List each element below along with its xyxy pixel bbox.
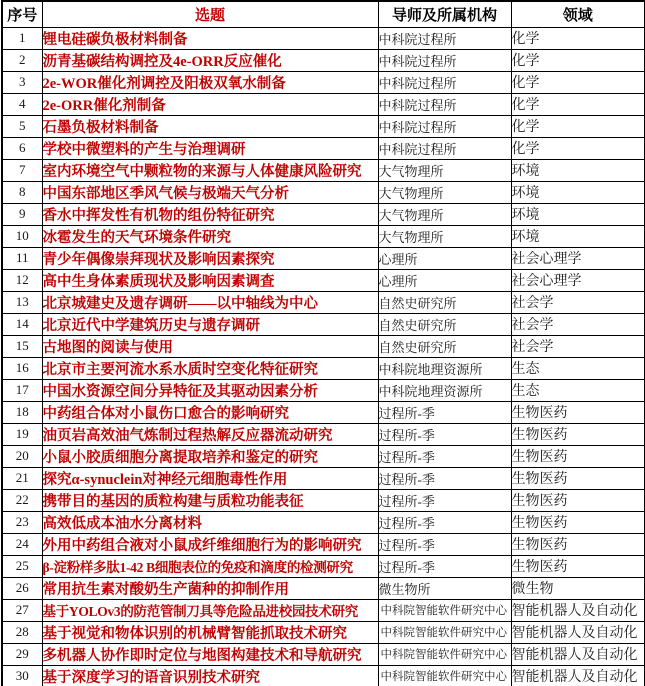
field-cell: 生物医药 [511,555,645,577]
topic-cell: 基于深度学习的语音识别技术研究 [42,665,378,686]
mentor-cell: 过程所-季 [378,401,511,423]
topic-cell: 沥青基碳结构调控及4e-ORR反应催化 [42,49,378,71]
mentor-cell: 中科院智能软件研究中心 [378,621,511,643]
field-cell: 化学 [511,115,645,137]
field-cell: 生物医药 [511,445,645,467]
field-cell: 环境 [511,225,645,247]
field-cell: 化学 [511,93,645,115]
row-index-cell: 3 [2,71,42,93]
row-index-cell: 8 [2,181,42,203]
table-row [2,643,645,665]
row-index-cell: 24 [2,533,42,555]
table-row [2,445,645,467]
mentor-cell: 自然史研究所 [378,335,511,357]
mentor-cell: 心理所 [378,269,511,291]
mentor-cell: 过程所-季 [378,511,511,533]
table-row [2,379,645,401]
field-cell: 生物医药 [511,533,645,555]
row-index-cell: 2 [2,49,42,71]
row-index-cell: 13 [2,291,42,313]
table-row [2,27,645,49]
field-cell: 化学 [511,71,645,93]
row-index-cell: 17 [2,379,42,401]
topic-cell: β-淀粉样多肽1-42 B细胞表位的免疫和滴度的检测研究 [42,555,378,577]
topic-cell: 常用抗生素对酸奶生产菌种的抑制作用 [42,577,378,599]
row-index-cell: 5 [2,115,42,137]
field-cell: 智能机器人及自动化 [511,621,645,643]
mentor-cell: 过程所-季 [378,489,511,511]
table-row [2,423,645,445]
row-index-cell: 1 [2,27,42,49]
table-row [2,599,645,621]
field-cell: 生态 [511,379,645,401]
mentor-cell: 中科院地理资源所 [378,357,511,379]
topic-cell: 高中生身体素质现状及影响因素调查 [42,269,378,291]
table-row [2,115,645,137]
mentor-cell: 自然史研究所 [378,313,511,335]
mentor-cell: 大气物理所 [378,225,511,247]
topic-cell: 青少年偶像崇拜现状及影响因素探究 [42,247,378,269]
mentor-cell: 大气物理所 [378,181,511,203]
field-cell: 生物医药 [511,401,645,423]
row-index-cell: 19 [2,423,42,445]
table-row [2,621,645,643]
topic-cell: 2e-ORR催化剂制备 [42,93,378,115]
field-cell: 社会学 [511,291,645,313]
topic-cell: 古地图的阅读与使用 [42,335,378,357]
mentor-cell: 中科院过程所 [378,27,511,49]
field-cell: 化学 [511,27,645,49]
col-header-index: 序号 [2,1,42,27]
topic-cell: 室内环境空气中颗粒物的来源与人体健康风险研究 [42,159,378,181]
table-row [2,159,645,181]
research-topics-table [1,0,645,686]
field-cell: 社会学 [511,313,645,335]
row-index-cell: 9 [2,203,42,225]
topic-cell: 基于视觉和物体识别的机械臂智能抓取技术研究 [42,621,378,643]
field-cell: 环境 [511,203,645,225]
topic-cell: 北京近代中学建筑历史与遗存调研 [42,313,378,335]
topic-cell: 学校中微塑料的产生与治理调研 [42,137,378,159]
topic-cell: 锂电硅碳负极材料制备 [42,27,378,49]
field-cell: 化学 [511,137,645,159]
field-cell: 智能机器人及自动化 [511,599,645,621]
table-row [2,335,645,357]
mentor-cell: 中科院智能软件研究中心 [378,665,511,686]
mentor-cell: 过程所-季 [378,533,511,555]
table-row [2,203,645,225]
row-index-cell: 28 [2,621,42,643]
topic-cell: 石墨负极材料制备 [42,115,378,137]
row-index-cell: 25 [2,555,42,577]
field-cell: 智能机器人及自动化 [511,643,645,665]
col-header-field: 领域 [511,1,645,27]
topic-cell: 小鼠小胶质细胞分离提取培养和鉴定的研究 [42,445,378,467]
row-index-cell: 20 [2,445,42,467]
field-cell: 社会学 [511,335,645,357]
field-cell: 微生物 [511,577,645,599]
table-row [2,49,645,71]
row-index-cell: 7 [2,159,42,181]
topic-cell: 2e-WOR催化剂调控及阳极双氧水制备 [42,71,378,93]
mentor-cell: 中科院智能软件研究中心 [378,599,511,621]
table-row [2,137,645,159]
table-header [2,1,645,27]
row-index-cell: 11 [2,247,42,269]
topic-cell: 多机器人协作即时定位与地图构建技术和导航研究 [42,643,378,665]
row-index-cell: 23 [2,511,42,533]
table-row [2,577,645,599]
mentor-cell: 过程所-季 [378,467,511,489]
table-row [2,225,645,247]
table-row [2,247,645,269]
row-index-cell: 26 [2,577,42,599]
mentor-cell: 过程所-季 [378,423,511,445]
row-index-cell: 14 [2,313,42,335]
row-index-cell: 21 [2,467,42,489]
topic-cell: 中国东部地区季风气候与极端天气分析 [42,181,378,203]
field-cell: 化学 [511,49,645,71]
mentor-cell: 中科院地理资源所 [378,379,511,401]
topic-cell: 油页岩高效油气炼制过程热解反应器流动研究 [42,423,378,445]
mentor-cell: 过程所-季 [378,555,511,577]
table-row [2,401,645,423]
topic-cell: 中药组合体对小鼠伤口愈合的影响研究 [42,401,378,423]
col-header-topic: 选题 [42,1,378,27]
topic-cell: 北京城建史及遗存调研——以中轴线为中心 [42,291,378,313]
row-index-cell: 16 [2,357,42,379]
table-row [2,357,645,379]
row-index-cell: 29 [2,643,42,665]
table-row [2,555,645,577]
table-row [2,511,645,533]
row-index-cell: 30 [2,665,42,686]
topic-cell: 中国水资源空间分异特征及其驱动因素分析 [42,379,378,401]
table-row [2,181,645,203]
table-row [2,269,645,291]
field-cell: 环境 [511,159,645,181]
mentor-cell: 心理所 [378,247,511,269]
row-index-cell: 12 [2,269,42,291]
mentor-cell: 微生物所 [378,577,511,599]
topic-cell: 外用中药组合液对小鼠成纤维细胞行为的影响研究 [42,533,378,555]
topic-cell: 北京市主要河流水系水质时空变化特征研究 [42,357,378,379]
table-row [2,313,645,335]
field-cell: 环境 [511,181,645,203]
mentor-cell: 过程所-季 [378,445,511,467]
topic-cell: 携带目的基因的质粒构建与质粒功能表征 [42,489,378,511]
topic-cell: 探究α-synuclein对神经元细胞毒性作用 [42,467,378,489]
field-cell: 社会心理学 [511,269,645,291]
table-row [2,533,645,555]
row-index-cell: 10 [2,225,42,247]
mentor-cell: 大气物理所 [378,159,511,181]
row-index-cell: 6 [2,137,42,159]
mentor-cell: 中科院过程所 [378,115,511,137]
row-index-cell: 4 [2,93,42,115]
mentor-cell: 中科院过程所 [378,71,511,93]
mentor-cell: 中科院智能软件研究中心 [378,643,511,665]
mentor-cell: 中科院过程所 [378,137,511,159]
mentor-cell: 自然史研究所 [378,291,511,313]
col-header-mentor: 导师及所属机构 [378,1,511,27]
table-row [2,665,645,686]
field-cell: 生态 [511,357,645,379]
table-row [2,291,645,313]
table-body [2,27,645,686]
table-row [2,489,645,511]
topic-cell: 高效低成本油水分离材料 [42,511,378,533]
mentor-cell: 中科院过程所 [378,93,511,115]
field-cell: 生物医药 [511,467,645,489]
row-index-cell: 15 [2,335,42,357]
table-row [2,71,645,93]
field-cell: 生物医药 [511,511,645,533]
topic-cell: 基于YOLOv3的防范管制刀具等危险品进校园技术研究 [42,599,378,621]
field-cell: 生物医药 [511,423,645,445]
mentor-cell: 大气物理所 [378,203,511,225]
header-row [2,1,645,27]
field-cell: 社会心理学 [511,247,645,269]
row-index-cell: 27 [2,599,42,621]
table-row [2,467,645,489]
mentor-cell: 中科院过程所 [378,49,511,71]
field-cell: 生物医药 [511,489,645,511]
row-index-cell: 18 [2,401,42,423]
table-row [2,93,645,115]
field-cell: 智能机器人及自动化 [511,665,645,686]
row-index-cell: 22 [2,489,42,511]
topic-cell: 冰雹发生的天气环境条件研究 [42,225,378,247]
topic-cell: 香水中挥发性有机物的组份特征研究 [42,203,378,225]
